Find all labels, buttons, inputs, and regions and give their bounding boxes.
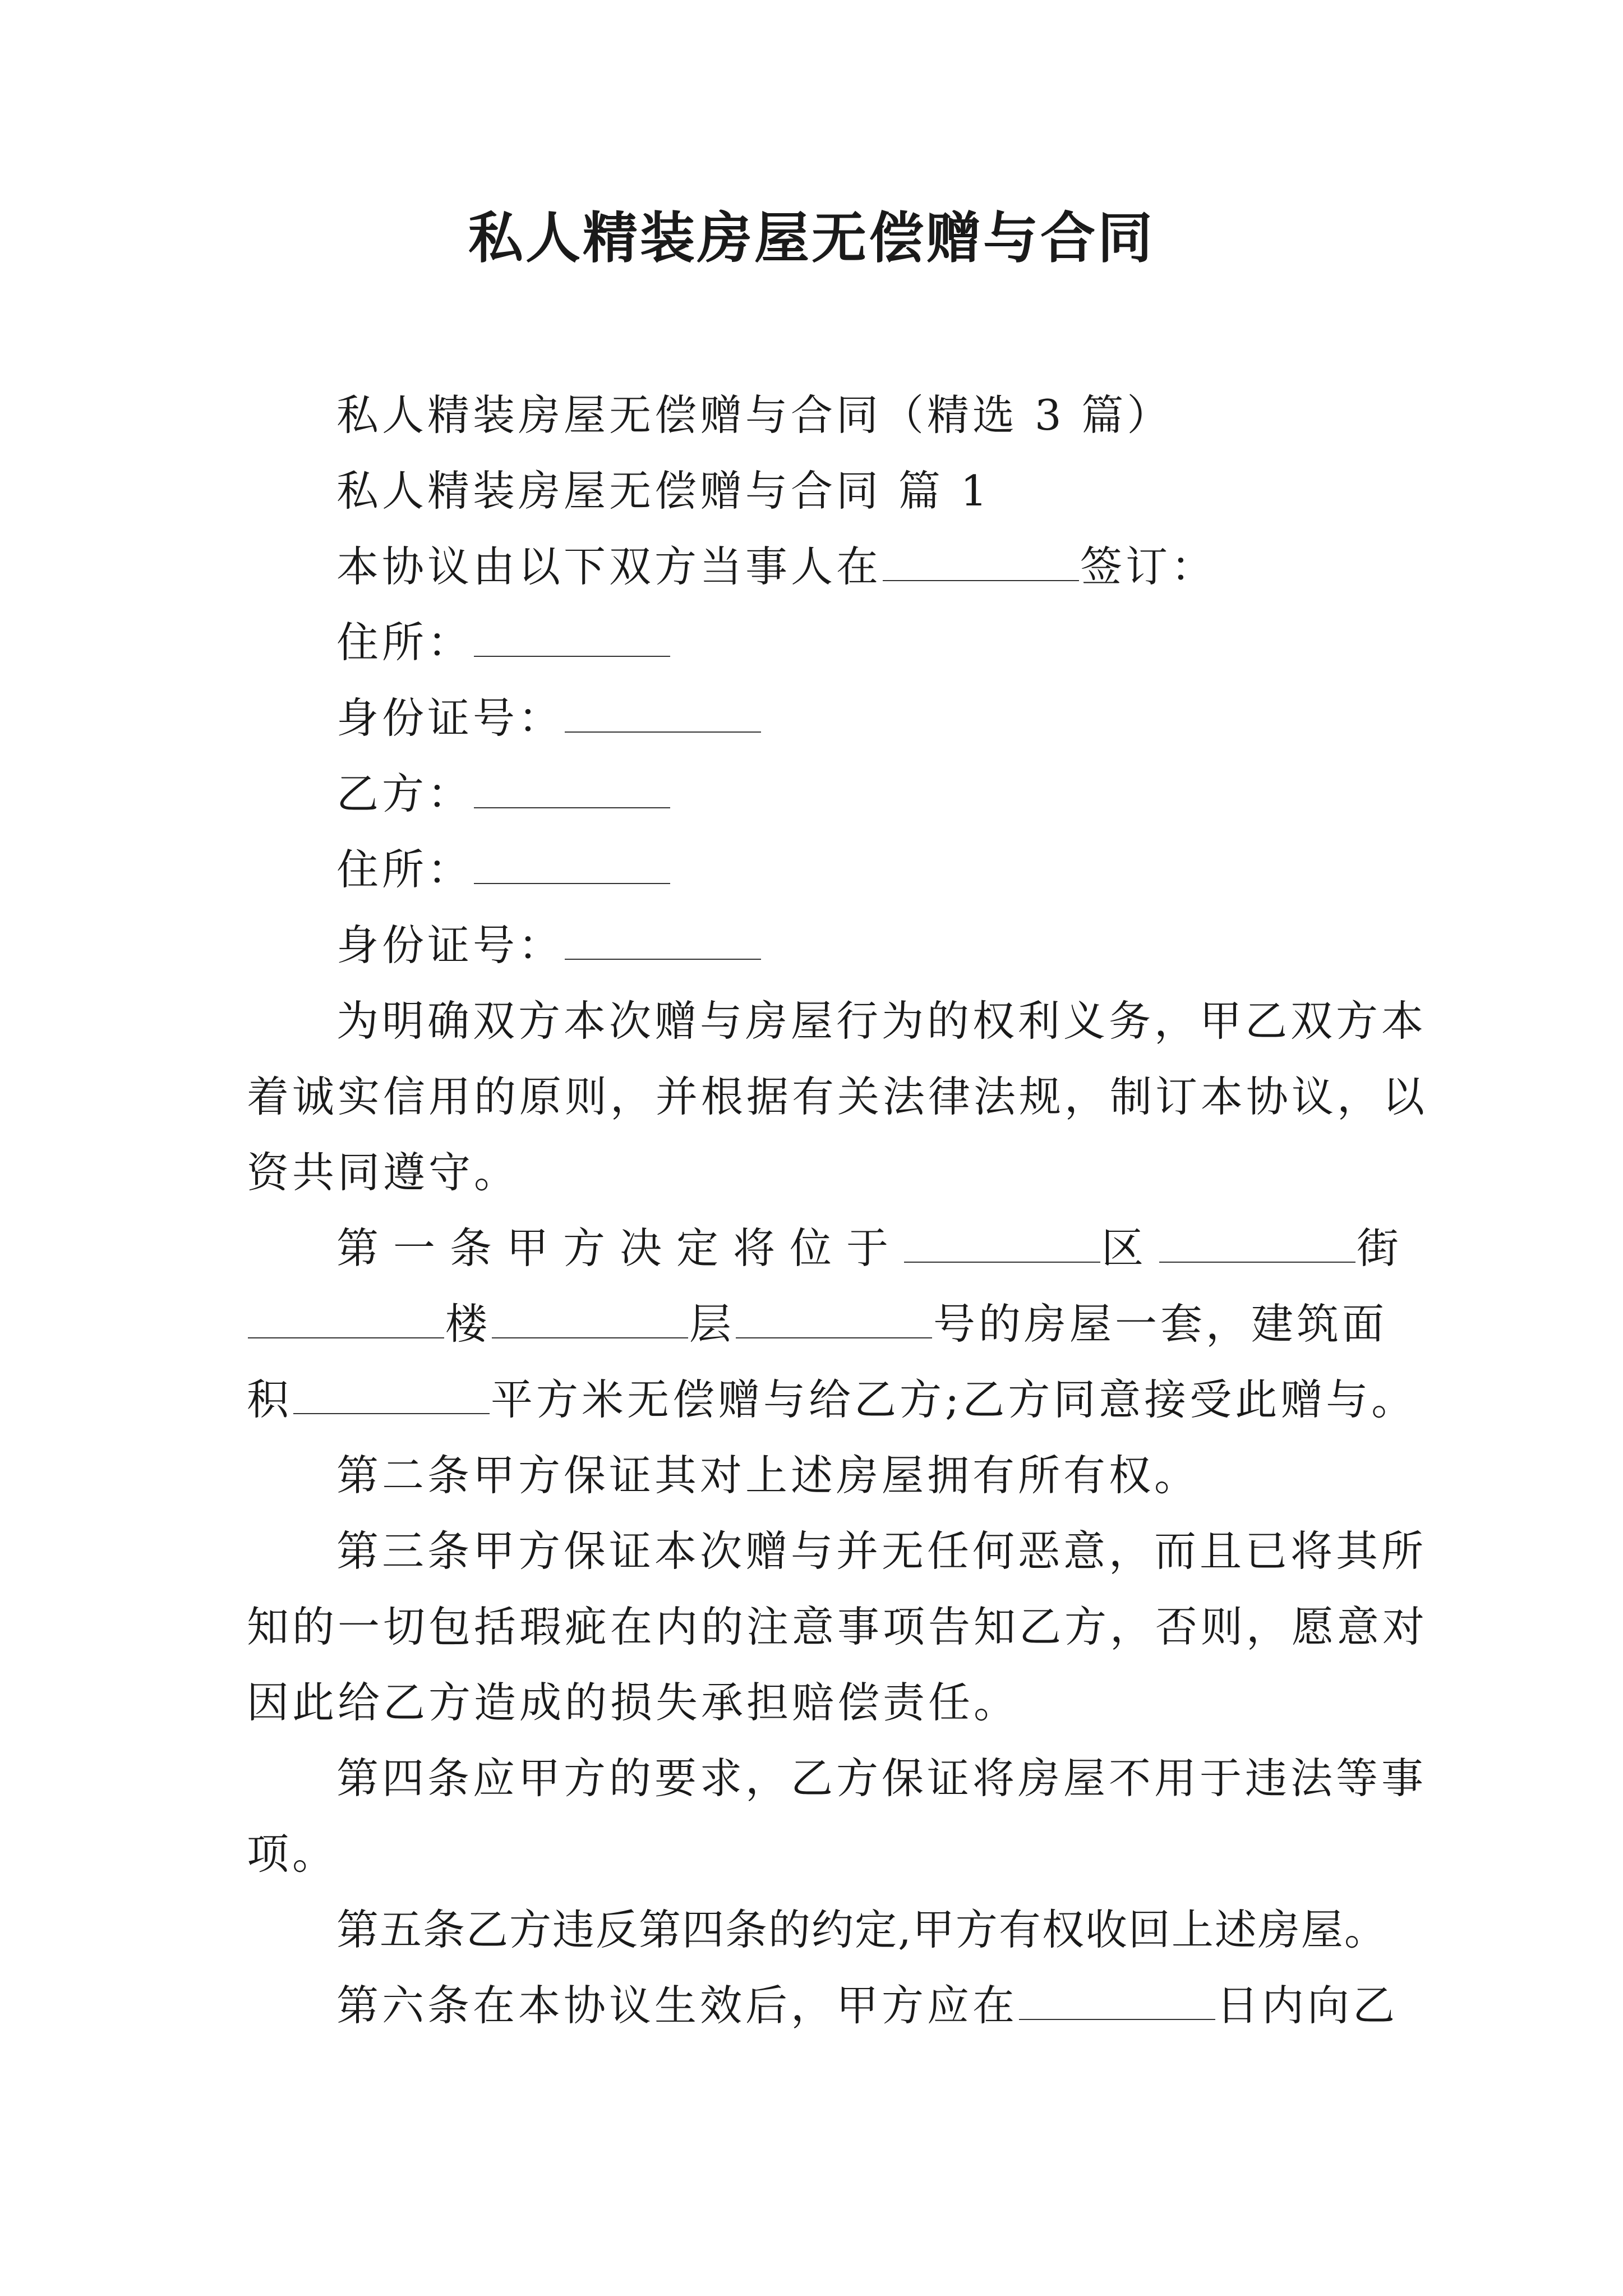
- district-blank: [904, 1224, 1100, 1263]
- building-blank: [248, 1300, 444, 1339]
- article-1-line-3: [247, 1372, 1417, 1428]
- purpose-line-2: 着诚实信用的原则，并根据有关法律法规，制订本协议，以: [247, 1072, 1428, 1121]
- party-b-label: 乙方：: [336, 769, 473, 818]
- party-b-id-blank: [565, 921, 761, 960]
- subtitle: 私人精装房屋无偿赠与合同（精选 3 篇）: [336, 390, 1173, 440]
- section-heading: 私人精装房屋无偿赠与合同 篇 1: [336, 466, 991, 516]
- area-blank: [293, 1375, 490, 1415]
- article-3-line-3: 因此给乙方造成的损失承担赔偿责任。: [247, 1678, 1020, 1727]
- purpose-line-1: 为明确双方本次赠与房屋行为的权利义务，甲乙双方本: [336, 996, 1427, 1046]
- party-a-address: [336, 614, 671, 670]
- article-1-text-g: 积: [247, 1375, 293, 1424]
- article-1-text-e: 层: [689, 1299, 735, 1349]
- article-1-text-h: 平方米无偿赠与给乙方;乙方同意接受此赠与。: [491, 1375, 1417, 1424]
- article-1-text-d: 楼: [445, 1299, 491, 1349]
- party-a-id-blank: [565, 694, 761, 733]
- party-a-id: [336, 690, 762, 746]
- article-1-text-f: 号的房屋一套，建筑面: [933, 1299, 1388, 1349]
- article-2: 第二条甲方保证其对上述房屋拥有所有权。: [336, 1451, 1200, 1500]
- party-a-address-label: 住所：: [336, 618, 473, 667]
- article-1-line-2: [247, 1296, 1387, 1352]
- party-b-address-blank: [474, 845, 670, 885]
- purpose-line-3: 资共同遵守。: [247, 1148, 520, 1197]
- intro-text-after: 签订：: [1080, 542, 1217, 591]
- intro-text-before: 本协议由以下双方当事人在: [336, 542, 882, 591]
- party-a-address-blank: [474, 618, 670, 657]
- intro-line: [336, 539, 1216, 595]
- article-1-text-b: 区: [1101, 1223, 1159, 1273]
- floor-blank: [492, 1300, 688, 1339]
- article-6-text-b: 日内向乙: [1216, 1981, 1399, 2030]
- street-blank: [1159, 1224, 1355, 1263]
- document-title: 私人精装房屋无偿赠与合同: [468, 206, 1155, 270]
- article-3-line-2: 知的一切包括瑕疵在内的注意事项告知乙方，否则，愿意对: [247, 1602, 1428, 1651]
- article-4-line-1: 第四条应甲方的要求，乙方保证将房屋不用于违法等事: [336, 1754, 1427, 1803]
- article-1-line-1: [336, 1220, 1413, 1276]
- days-blank: [1019, 1981, 1215, 2021]
- article-1-text-a: 第一条甲方决定将位于: [336, 1223, 903, 1273]
- party-b-address: [336, 841, 671, 898]
- article-3-line-1: 第三条甲方保证本次赠与并无任何恶意，而且已将其所: [336, 1526, 1427, 1576]
- article-6-text-a: 第六条在本协议生效后，甲方应在: [336, 1981, 1018, 2030]
- signing-place-blank: [883, 542, 1079, 582]
- party-b-address-label: 住所：: [336, 845, 473, 894]
- party-b-name-blank: [474, 770, 670, 809]
- party-b-id-label: 身份证号：: [336, 921, 564, 970]
- article-4-line-2: 项。: [247, 1829, 338, 1879]
- party-b-id: [336, 917, 762, 973]
- party-a-id-label: 身份证号：: [336, 693, 564, 743]
- article-1-text-c: 街: [1357, 1223, 1414, 1273]
- article-6-line-1: [336, 1977, 1398, 2033]
- article-5: 第五条乙方违反第四条的约定,甲方有权收回上述房屋。: [336, 1905, 1387, 1954]
- party-b-name: [336, 766, 671, 822]
- unit-number-blank: [736, 1300, 932, 1339]
